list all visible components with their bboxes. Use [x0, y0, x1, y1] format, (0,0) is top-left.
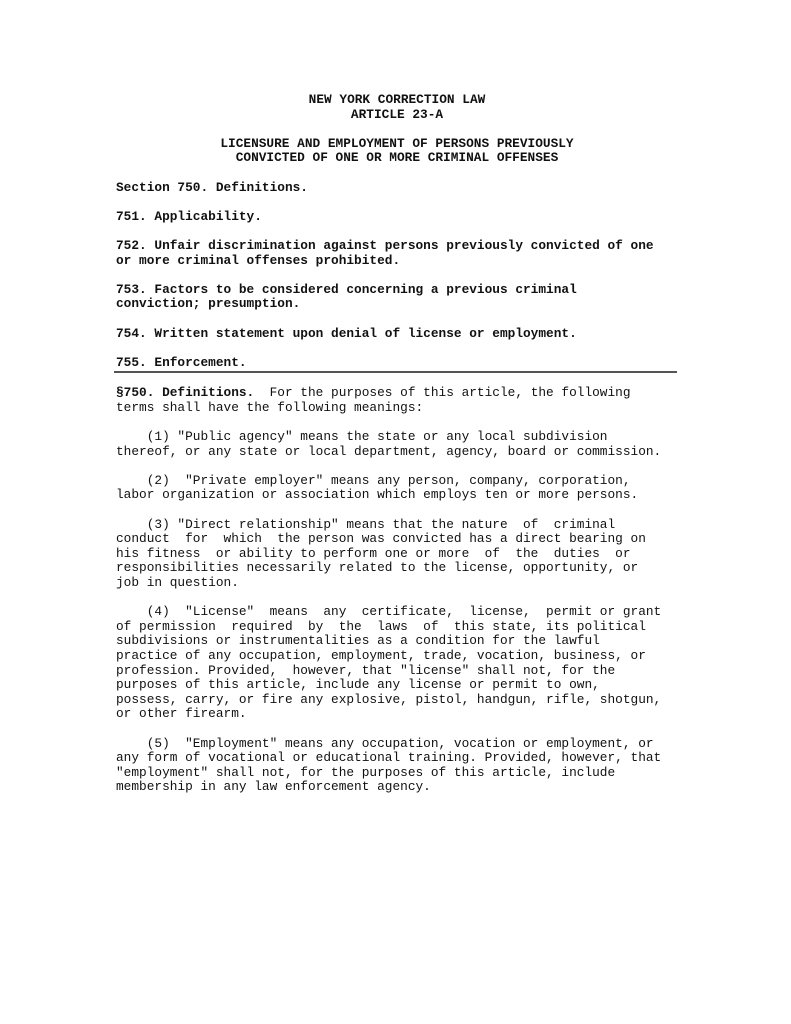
document-title: NEW YORK CORRECTION LAW [308, 92, 486, 107]
toc-item-752: 752. Unfair discrimination against persons previously convicted of one or more criminal offenses prohibited. [116, 237, 654, 268]
toc-item-754: 754. Written statement upon denial of license or employment. [116, 325, 577, 341]
section-heading: §750. Definitions. [116, 385, 255, 401]
article-number: ARTICLE 23-A [350, 106, 444, 122]
section-750-intro [116, 386, 678, 415]
definition-paragraph-1: (1) "Public agency" means the state or any local subdivision thereof, or any state or local department, agency, board or commission. [116, 429, 662, 459]
article-subtitle-line1: LICENSURE AND EMPLOYMENT OF PERSONS PREVIOUSLY [220, 135, 574, 151]
definition-paragraph-3: (3) "Direct relationship" means that the nature of criminal conduct for which the person was convicted has a direct bearing on his fitness or ability to perform one or more of the duties or responsibilities necessarily related to the license, opportunity, or job in question. [116, 516, 646, 590]
definition-paragraph-5: (5) "Employment" means any occupation, vocation or employment, or any form of vocational or educational training. Provided, however, that "employment" shall not, for the purposes of this article, include membership in any law enforcement agency. [116, 735, 662, 795]
section-intro-text: For the purposes of this article, the following terms shall have the following meanings: [116, 385, 631, 415]
definition-paragraph-2: (2) "Private employer" means any person, company, corporation, labor organization or association which employs ten or more persons. [116, 472, 639, 503]
document-page [116, 93, 678, 795]
toc-item-750: Section 750. Definitions. [116, 179, 308, 195]
definition-paragraph-4: (4) "License" means any certificate, license, permit or grant of permission required by the laws of this state, its political subdivisions or instrumentalities as a condition for the lawful practice of any occupation, employment, trade, vocation, business, or profession. Provided, however, that "license" shall not, for the purposes of this article, include any license or permit to own, possess, carry, or fire any explosive, pistol, handgun, rifle, shotgun, or other firearm. [116, 604, 662, 722]
toc-item-753: 753. Factors to be considered concerning a previous criminal conviction; presumption. [116, 281, 577, 312]
toc-item-751: 751. Applicability. [116, 208, 262, 224]
article-subtitle-line2: CONVICTED OF ONE OR MORE CRIMINAL OFFENSES [235, 150, 559, 166]
toc-item-755: 755. Enforcement. [116, 354, 247, 370]
